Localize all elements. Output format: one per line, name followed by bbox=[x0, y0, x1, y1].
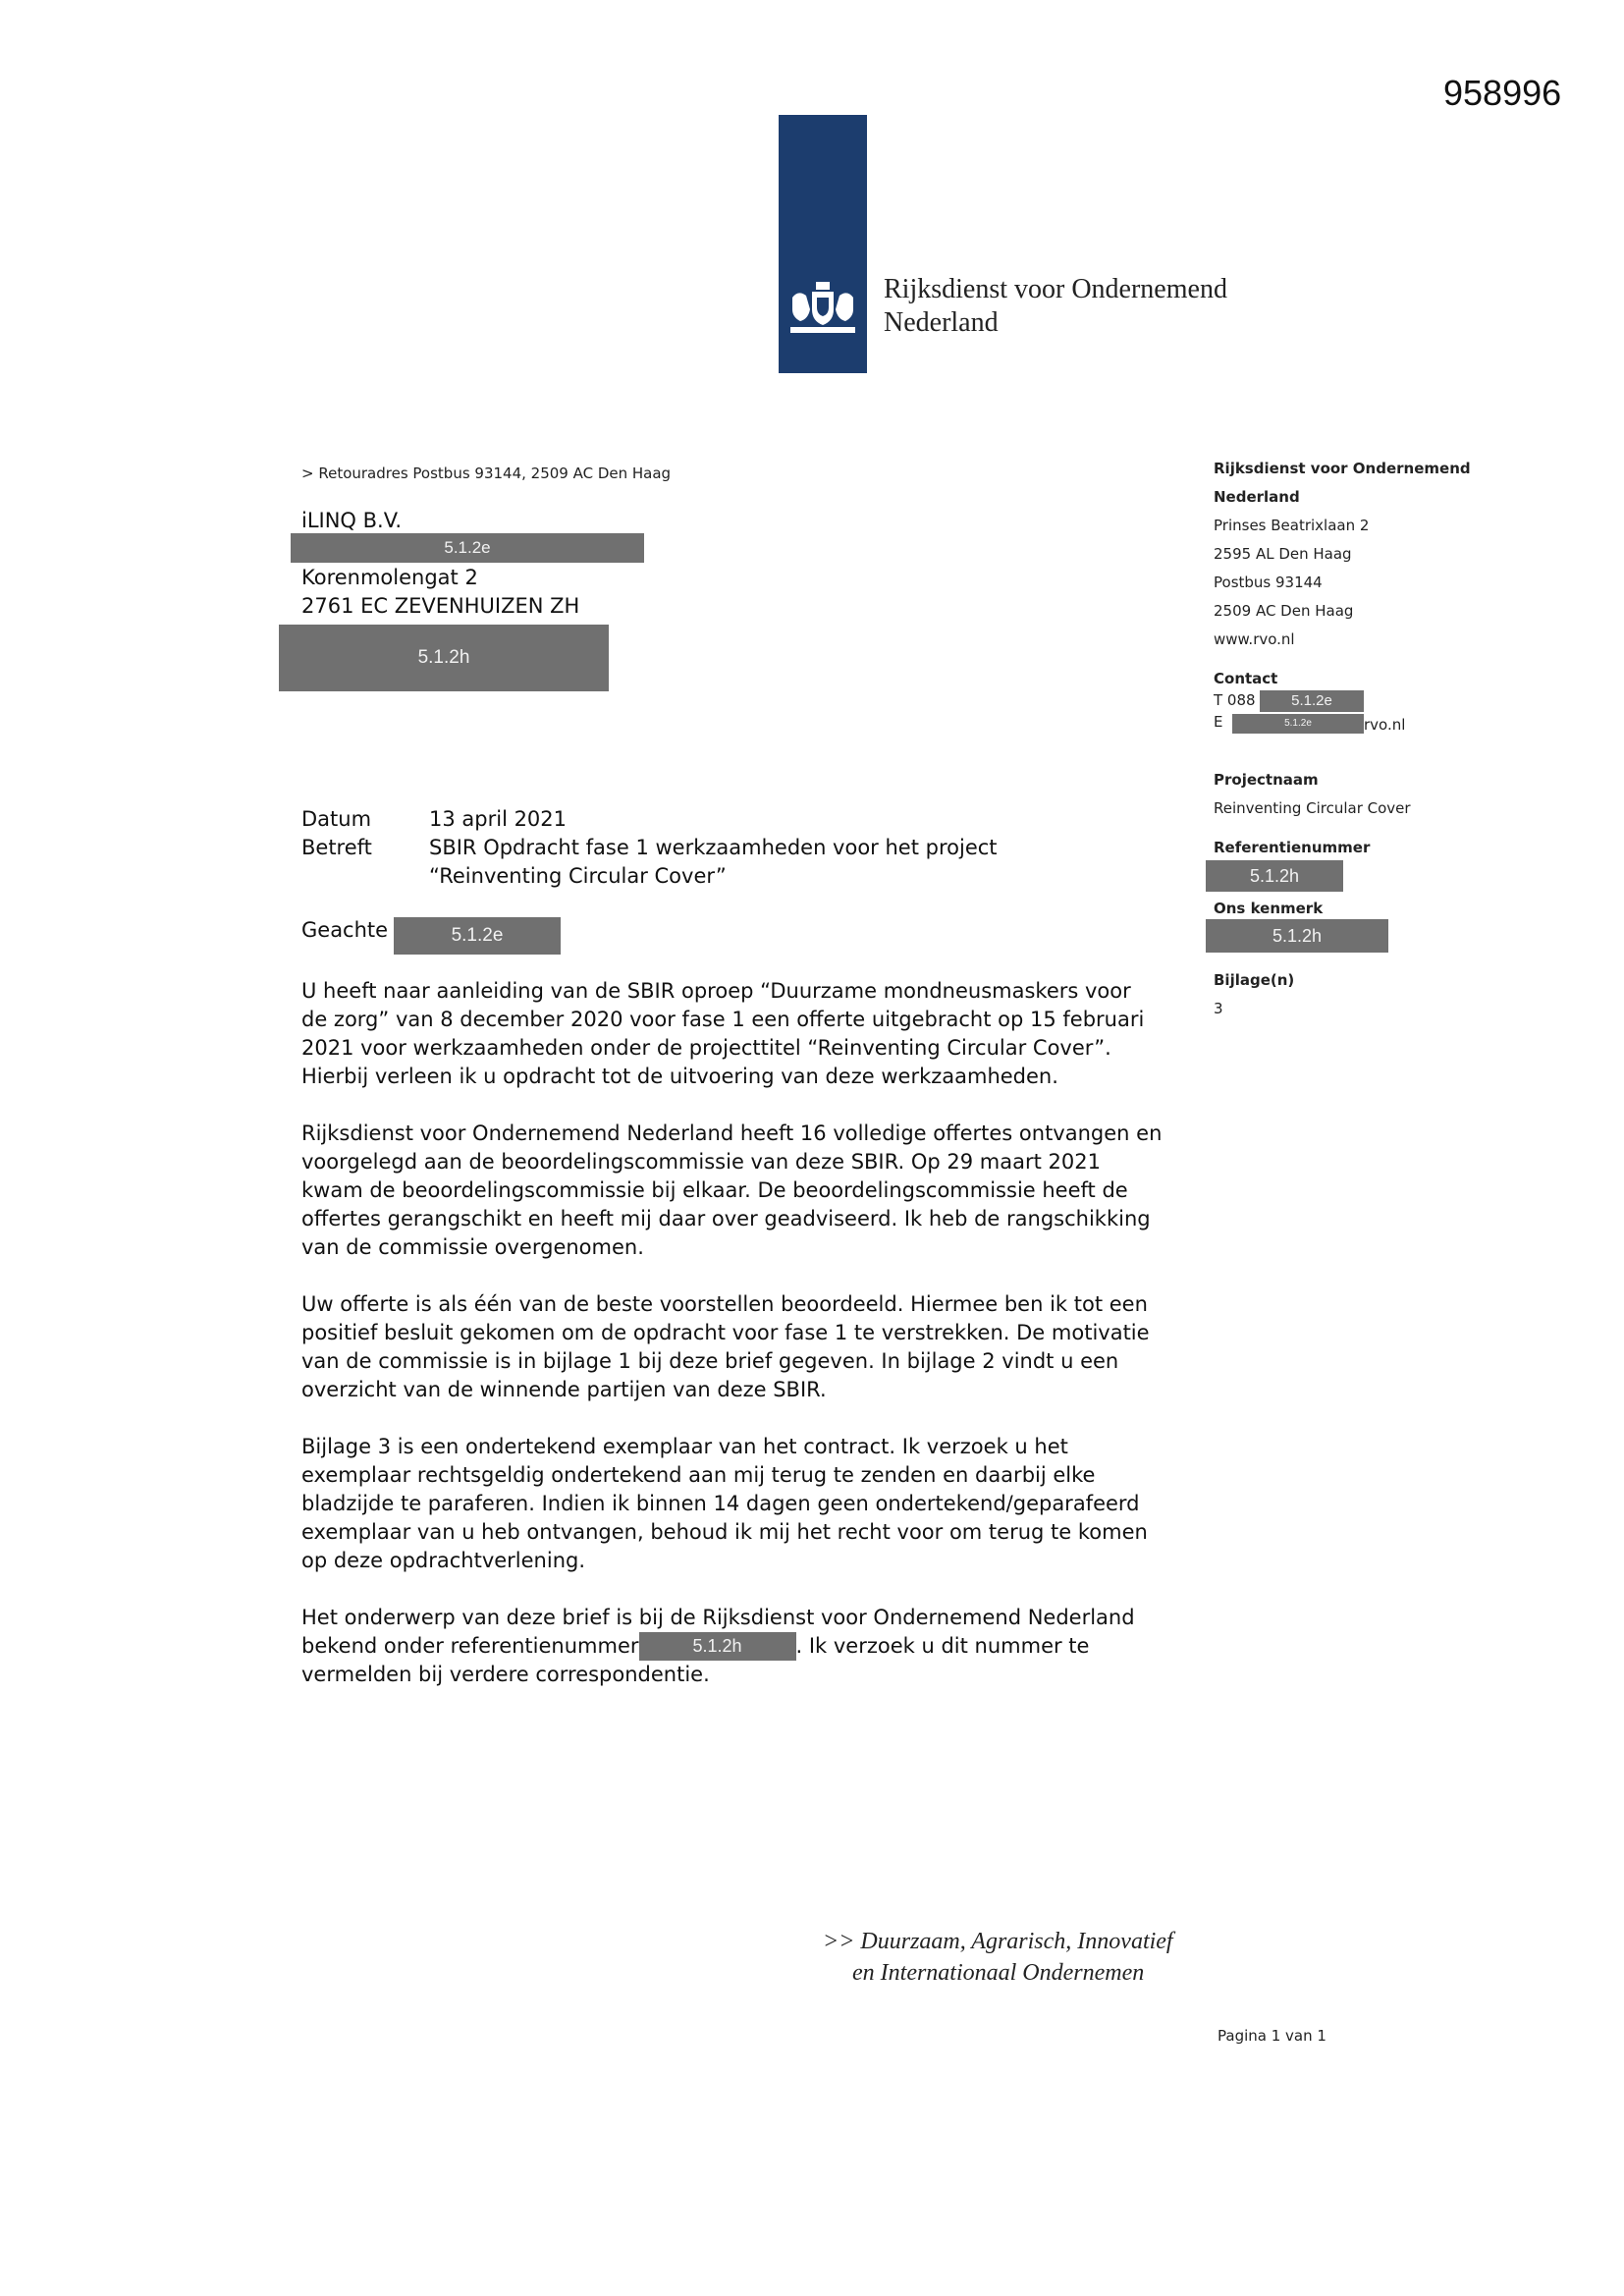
p2-line: offertes gerangschikt en heeft mij daar over geadviseerd. Ik heb de rangschikking bbox=[301, 1207, 1151, 1230]
paragraph-3 bbox=[301, 1290, 1205, 1404]
p2-line: voorgelegd aan de beoordelingscommissie van deze SBIR. Op 29 maart 2021 bbox=[301, 1150, 1101, 1174]
paragraph-2 bbox=[301, 1120, 1205, 1262]
meta-subject-row-2 bbox=[301, 862, 998, 891]
p2-line: kwam de beoordelingscommissie bij elkaar. De beoordelingscommissie heeft de bbox=[301, 1178, 1128, 1202]
sidebar-org-line-2: Nederland bbox=[1214, 488, 1300, 506]
bijlage-label: Bijlage(n) bbox=[1214, 971, 1295, 989]
p5-line-2-end: . Ik verzoek u dit nummer te bbox=[795, 1634, 1090, 1658]
redaction-recipient-name: 5.1.2e bbox=[291, 533, 644, 563]
redaction-kenmerk: 5.1.2h bbox=[1206, 919, 1388, 953]
kenmerk-label: Ons kenmerk bbox=[1214, 900, 1324, 917]
p3-line: positief besluit gekomen om de opdracht voor fase 1 te verstrekken. De motivatie bbox=[301, 1321, 1150, 1344]
date-value: 13 april 2021 bbox=[429, 807, 568, 831]
sidebar-bijlage bbox=[1214, 966, 1294, 1023]
p1-line: Hierbij verleen ik u opdracht tot de uitvoering van deze werkzaamheden. bbox=[301, 1065, 1058, 1088]
ref-label: Referentienummer bbox=[1214, 839, 1371, 856]
recipient-city: 2761 EC ZEVENHUIZEN ZH bbox=[301, 594, 580, 618]
return-address: > Retouradres Postbus 93144, 2509 AC Den Haag bbox=[301, 465, 672, 482]
p1-line: U heeft naar aanleiding van de SBIR oproep “Duurzame mondneusmaskers voor bbox=[301, 979, 1131, 1003]
p4-line: exemplaar van u heb ontvangen, behoud ik mij het recht voor om terug te komen bbox=[301, 1520, 1148, 1544]
p5-line-2 bbox=[301, 1632, 1205, 1661]
logo-wordmark bbox=[884, 273, 1227, 340]
date-label: Datum bbox=[301, 807, 372, 831]
sidebar-street: Prinses Beatrixlaan 2 bbox=[1214, 517, 1370, 534]
recipient-street: Korenmolengat 2 bbox=[301, 566, 478, 589]
redaction-body-reference: 5.1.2h bbox=[639, 1632, 796, 1661]
p1-line: 2021 voor werkzaamheden onder de projecttitel “Reinventing Circular Cover”. bbox=[301, 1036, 1111, 1060]
p3-line: Uw offerte is als één van de beste voorstellen beoordeeld. Hiermee ben ik tot een bbox=[301, 1292, 1148, 1316]
project-name: Reinventing Circular Cover bbox=[1214, 799, 1411, 817]
p5-line-2-start: bekend onder referentienummer bbox=[301, 1634, 639, 1658]
coat-of-arms-icon bbox=[786, 278, 859, 339]
recipient-company: iLINQ B.V. bbox=[301, 509, 403, 532]
contact-phone-prefix: T 088 bbox=[1214, 691, 1256, 709]
p5-line: Het onderwerp van deze brief is bij de Rijksdienst voor Ondernemend Nederland bbox=[301, 1606, 1135, 1629]
redaction-recipient-block: 5.1.2h bbox=[279, 625, 609, 691]
p4-line: Bijlage 3 is een ondertekend exemplaar van het contract. Ik verzoek u het bbox=[301, 1435, 1068, 1458]
sidebar-postcode: 2595 AL Den Haag bbox=[1214, 545, 1352, 563]
sidebar-org bbox=[1214, 455, 1471, 654]
p3-line: overzicht van de winnende partijen van deze SBIR. bbox=[301, 1378, 827, 1401]
slogan-line-1: >> Duurzaam, Agrarisch, Innovatief bbox=[823, 1929, 1173, 1954]
sidebar-website: www.rvo.nl bbox=[1214, 630, 1295, 648]
paragraph-1 bbox=[301, 977, 1205, 1091]
document-number: 958996 bbox=[1443, 73, 1562, 113]
sidebar-postbus-city: 2509 AC Den Haag bbox=[1214, 602, 1354, 620]
paragraph-5 bbox=[301, 1604, 1205, 1689]
sidebar-org-line-1: Rijksdienst voor Ondernemend bbox=[1214, 460, 1471, 477]
p1-line: de zorg” van 8 december 2020 voor fase 1 een offerte uitgebracht op 15 februari bbox=[301, 1008, 1145, 1031]
bijlage-value: 3 bbox=[1214, 1000, 1223, 1017]
footer-slogan bbox=[823, 1926, 1173, 1989]
sidebar-project bbox=[1214, 766, 1411, 823]
meta-subject-row bbox=[301, 834, 998, 862]
contact-label: Contact bbox=[1214, 670, 1278, 687]
p2-line: van de commissie overgenomen. bbox=[301, 1235, 644, 1259]
logo-line-1: Rijksdienst voor Ondernemend bbox=[884, 274, 1227, 304]
page-number: Pagina 1 van 1 bbox=[1218, 2027, 1326, 2045]
redaction-email: 5.1.2e bbox=[1232, 714, 1364, 734]
p4-line: op deze opdrachtverlening. bbox=[301, 1549, 586, 1572]
p5-line: vermelden bij verdere correspondentie. bbox=[301, 1663, 710, 1686]
sidebar-postbus: Postbus 93144 bbox=[1214, 574, 1323, 591]
project-label: Projectnaam bbox=[1214, 771, 1319, 789]
p4-line: bladzijde te paraferen. Indien ik binnen 14 dagen geen ondertekend/geparafeerd bbox=[301, 1492, 1140, 1515]
logo-line-2: Nederland bbox=[884, 307, 999, 338]
p4-line: exemplaar rechtsgeldig ondertekend aan mij terug te zenden en daarbij elke bbox=[301, 1463, 1096, 1487]
redaction-phone: 5.1.2e bbox=[1260, 690, 1364, 712]
paragraph-4 bbox=[301, 1433, 1205, 1575]
letter-meta bbox=[301, 805, 998, 891]
subject-line-2: “Reinventing Circular Cover” bbox=[429, 864, 727, 888]
letter-body bbox=[301, 977, 1205, 1718]
p3-line: van de commissie is in bijlage 1 bij deze brief gegeven. In bijlage 2 vindt u een bbox=[301, 1349, 1119, 1373]
contact-email-suffix: rvo.nl bbox=[1364, 716, 1406, 734]
recipient-address bbox=[301, 507, 579, 621]
slogan-line-2: en Internationaal Ondernemen bbox=[852, 1960, 1145, 1986]
contact-email-prefix: E bbox=[1214, 713, 1223, 731]
logo-bar bbox=[779, 115, 867, 373]
p2-line: Rijksdienst voor Ondernemend Nederland heeft 16 volledige offertes ontvangen en bbox=[301, 1121, 1163, 1145]
subject-label: Betreft bbox=[301, 836, 372, 859]
meta-date-row bbox=[301, 805, 998, 834]
subject-line-1: SBIR Opdracht fase 1 werkzaamheden voor het project bbox=[429, 836, 998, 859]
greeting: Geachte bbox=[301, 918, 389, 942]
redaction-reference: 5.1.2h bbox=[1206, 860, 1343, 892]
redaction-greeting-name: 5.1.2e bbox=[394, 917, 561, 955]
